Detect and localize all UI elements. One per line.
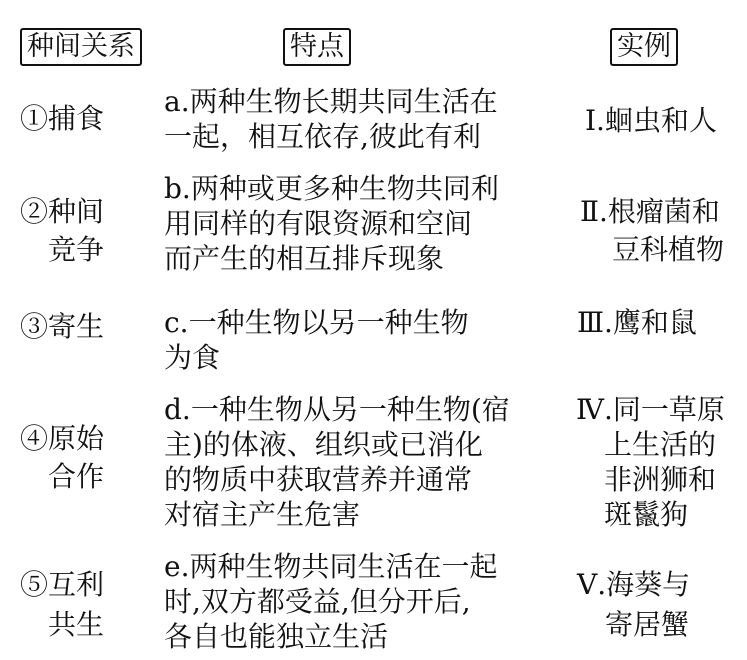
example-cell — [577, 565, 690, 645]
example-line: 斑鬣狗 — [604, 498, 689, 531]
feature-line: c.一种生物以另一种生物 — [164, 306, 469, 339]
feature-cell — [164, 84, 498, 154]
example-line: Ⅱ.根瘤菌和 — [580, 195, 720, 228]
relation-line: 竞争 — [48, 233, 105, 266]
relation-line: ①捕食 — [20, 102, 105, 135]
feature-line: 主)的体液、组织或已消化 — [164, 428, 483, 461]
relation-cell — [20, 565, 104, 645]
example-line: 豆科植物 — [612, 233, 725, 266]
feature-line: 一起，相互依存,彼此有利 — [164, 120, 481, 153]
example-line: 非洲狮和 — [604, 463, 717, 496]
feature-line: 各自也能独立生活 — [164, 620, 389, 653]
header-relation: 种间关系 — [20, 28, 142, 66]
example-cell — [580, 193, 724, 269]
example-line: Ⅰ.蛔虫和人 — [585, 104, 717, 137]
feature-line: 而产生的相互排斥现象 — [164, 242, 445, 275]
relation-line: ⑤互利 — [20, 568, 105, 601]
relation-cell — [20, 101, 104, 136]
example-line: Ⅴ.海葵与 — [577, 568, 691, 601]
feature-line: a.两种生物长期共同生活在 — [164, 85, 498, 118]
example-cell — [585, 103, 717, 138]
feature-cell — [164, 171, 499, 276]
example-line: Ⅲ.鹰和鼠 — [577, 306, 697, 339]
relation-cell — [20, 193, 104, 269]
feature-line: 为食 — [164, 341, 221, 374]
feature-line: 时,双方都受益,但分开后, — [164, 585, 471, 618]
feature-cell — [164, 305, 469, 375]
example-line: 上生活的 — [604, 428, 717, 461]
header-feature: 特点 — [283, 28, 351, 66]
header-example: 实例 — [610, 28, 678, 66]
example-cell — [576, 392, 725, 532]
relation-line: 合作 — [48, 460, 105, 493]
example-line: Ⅳ.同一草原 — [576, 393, 725, 426]
relation-cell — [20, 420, 104, 496]
example-cell — [577, 305, 697, 340]
relation-line: ②种间 — [20, 195, 105, 228]
relation-line: ③寄生 — [20, 310, 105, 343]
feature-line: 对宿主产生危害 — [164, 498, 361, 531]
feature-line: e.两种生物共同生活在一起 — [164, 550, 498, 583]
feature-line: 的物质中获取营养并通常 — [164, 463, 473, 496]
relation-line: ④原始 — [20, 422, 105, 455]
feature-cell — [164, 392, 510, 532]
feature-line: b.两种或更多种生物共同利 — [164, 172, 499, 205]
relation-cell — [20, 309, 104, 344]
relation-line: 共生 — [48, 608, 105, 641]
feature-line: d.一种生物从另一种生物(宿 — [164, 393, 510, 426]
feature-line: 用同样的有限资源和空间 — [164, 207, 473, 240]
example-line: 寄居蟹 — [605, 608, 690, 641]
feature-cell — [164, 549, 497, 654]
